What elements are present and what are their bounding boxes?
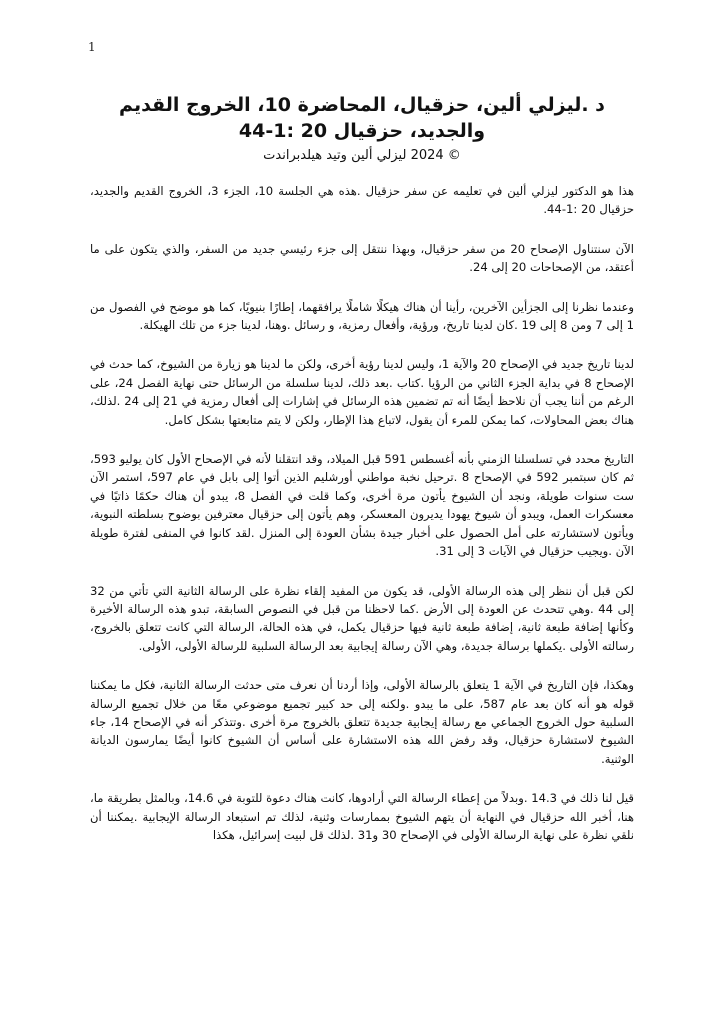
title-line-1: د .ليزلي ألين، حزقيال، المحاضرة 10، الخروج القديم bbox=[119, 94, 605, 116]
paragraph: قيل لنا ذلك في 14.3 .وبدلاً من إعطاء الرسالة التي أرادوها، كانت هناك دعوة للتوبة في 14.6، وبالمثل بطريقة ما، هنا، أخبر الله حزقيال في النهاية أن يتهم الشيوخ بممارسات وثنية، لذلك تم استبعاد الرسالة الإيجابية .يمكننا أن نلقي نظرة على نهاية الرسالة الأولى في الإصحاح 30 و31 .لذلك قل لبيت إسرائيل، هكذا bbox=[90, 791, 634, 842]
document-header bbox=[90, 92, 634, 165]
document-body bbox=[90, 182, 634, 865]
paragraph: لدينا تاريخ جديد في الإصحاح 20 والآية 1، وليس لدينا رؤية أخرى، ولكن ما لدينا هو زيارة من الشيوخ، كما حدث في الإصحاح 8 في بداية الجزء الثاني من الرؤيا .كتاب .بعد ذلك، لدينا سلسلة من الرسائل حتى نهاية الفصل 24، على الرغم من أننا يجب أن نلاحظ أيضًا أنه تم تضمين هذه الرسائل في إشارات إلى أفعال رمزية في 21 إلى 24 .لذلك، هناك بعض المحاولات، كما يمكن للمرء أن يقول، لاتباع هذا الإطار، ولكن لا يتم متابعتها بشكل كامل. bbox=[90, 357, 634, 427]
title-line-2: والجديد، حزقيال 20 :1-44 bbox=[238, 120, 486, 142]
paragraph: وهكذا، فإن التاريخ في الآية 1 يتعلق بالرسالة الأولى، وإذا أردنا أن نعرف متى حدثت الرسالة الثانية، فكل ما يمكننا قوله هو أنه كان بعد عام 587، على ما يبدو .ولكنه إلى حد كبير تجميع موضوعي معًا من خلال تجميع الرسالة السلبية حول الخروج الجماعي مع رسالة إيجابية جديدة تتعلق بالخروج مرة أخرى .وتتذكر أنه في الإصحاح 14، جاء الشيوخ لاستشارة حزقيال، وقد رفض الله هذه الاستشارة على أساس أن الشيوخ كانوا أيضًا يمارسون الديانة الوثنية. bbox=[90, 678, 634, 766]
paragraph: التاريخ محدد في تسلسلنا الزمني بأنه أغسطس 591 قبل الميلاد، وقد انتقلنا لأنه في الإصحاح الأول كان يوليو 593، ثم كان سبتمبر 592 في الإصحاح 8 .ترحيل نخبة مواطني أورشليم الذين أتوا إلى بابل في عام 597، استمر الآن ست سنوات طويلة، ونجد أن الشيوخ يأتون مرة أخرى، وكما قلت في الفصل 8، يبدو أن هناك حكمًا ذاتيًا في معسكرات العمل، ويبدو أن شيوخ يهودا يديرون المعسكر، وهم يأتون إلى حزقيال معترفين بوضوح بسلطته النبوية، ويأتون لاستشارته على أمل الحصول على أخبار جيدة بشأن العودة إلى المنزل .لقد كانوا في المنفى لفترة طويلة الآن .ويجيب حزقيال في الآيات 3 إلى 31. bbox=[90, 452, 635, 559]
paragraph: الآن سنتناول الإصحاح 20 من سفر حزقيال، وبهذا ننتقل إلى جزء رئيسي جديد من السفر، والذي يتكون على ما أعتقد، من الإصحاحات 20 إلى 24. bbox=[90, 241, 634, 275]
page-number: 1 bbox=[88, 40, 96, 54]
paragraph: هذا هو الدكتور ليزلي ألين في تعليمه عن سفر حزقيال .هذه هي الجلسة 10، الجزء 3، الخروج القديم والجديد، حزقيال 20 :1-44. bbox=[90, 184, 635, 217]
paragraph: لكن قبل أن ننظر إلى هذه الرسالة الأولى، قد يكون من المفيد إلقاء نظرة على الرسالة الثانية التي تأتي من 32 إلى 44 .وهي تتحدث عن العودة إلى الأرض .كما لاحظنا من قبل في النصوص السابقة، تبدو هذه الرسالة الأخيرة وكأنها إضافة طبعة ثانية، إضافة طبعة ثانية فيها حزقيال يكمل، في هذه الحالة، الرسالة التي كانت تتعلق بالخروج، رسالته الأولى .يكملها برسالة جديدة، وهي الآن رسالة إيجابية بعد الرسالة السلبية للرسالة الأولى، الأولى. bbox=[90, 583, 634, 653]
copyright-notice: © 2024 ليزلي ألين وتيد هيلدبراندت bbox=[263, 148, 461, 163]
paragraph: وعندما نظرنا إلى الجزأين الآخرين، رأينا أن هناك هيكلًا شاملًا يرافقهما، إطارًا بنيويًا، كما هو موضح في الفصول من 1 إلى 7 ومن 8 إلى 19 .كان لدينا تاريخ، ورؤية، وأفعال رمزية، و رسائل .وهنا، لدينا جزء من تلك الهيكلة. bbox=[90, 299, 634, 333]
